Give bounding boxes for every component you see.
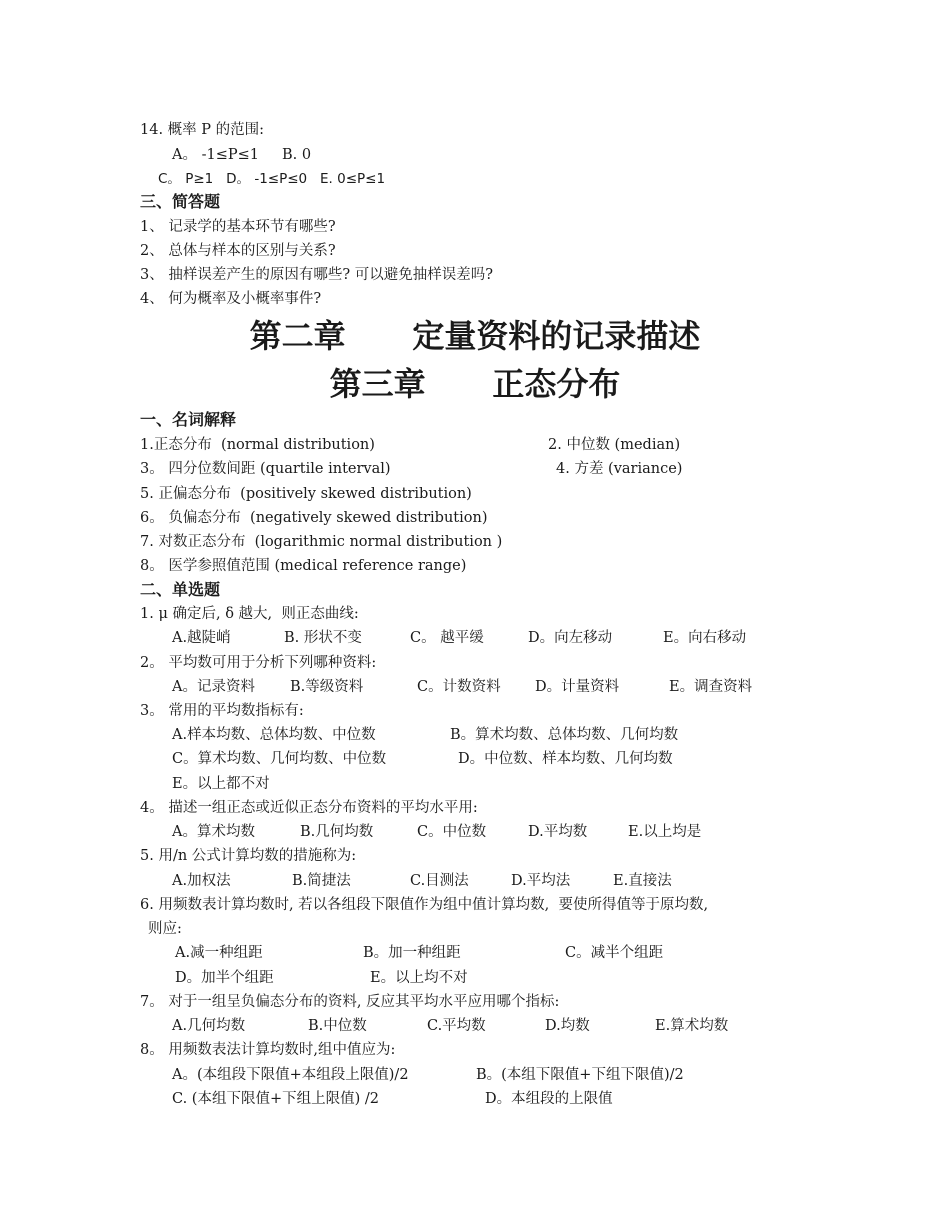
- chapter-2-number: 第二章: [249, 317, 346, 355]
- mcq-7-option-d: D.均数: [545, 1018, 590, 1034]
- mcq-6-stem-continued: 则应:: [148, 921, 182, 937]
- mcq-3-option-b: B。算术均数、总体均数、几何均数: [450, 727, 679, 743]
- mcq-2-option-d: D。计量资料: [535, 679, 620, 695]
- mcq-5-option-c: C.目测法: [410, 873, 469, 889]
- mcq-4-option-a: A。算术均数: [172, 824, 255, 840]
- mcq-7-option-c: C.平均数: [427, 1018, 486, 1034]
- mcq-7-option-b: B.中位数: [308, 1018, 367, 1034]
- mcq-2-option-e: E。调查资料: [669, 679, 753, 695]
- mcq-3-option-c: C。算术均数、几何均数、中位数: [172, 751, 387, 767]
- short-answer-item-2: 2、 总体与样本的区别与关系?: [140, 243, 336, 259]
- short-answer-item-1: 1、 记录学的基本环节有哪些?: [140, 219, 336, 235]
- mcq-7-stem: 7。 对于一组呈负偏态分布的资料, 反应其平均水平应用哪个指标:: [140, 994, 560, 1010]
- chapter-2-title: 定量资料的记录描述: [412, 317, 701, 355]
- chapter-3-title: 正态分布: [492, 365, 621, 403]
- mcq-5-option-b: B.简捷法: [292, 873, 351, 889]
- terms-heading: 一、名词解释: [140, 410, 237, 429]
- mcq-1-option-b: B. 形状不变: [284, 630, 362, 646]
- short-answer-item-4: 4、 何为概率及小概率事件?: [140, 291, 322, 307]
- mcq-6-option-e: E。以上均不对: [370, 970, 468, 986]
- mcq-7-option-e: E.算术均数: [655, 1018, 729, 1034]
- mcq-3-option-e: E。以上都不对: [172, 776, 270, 792]
- short-answer-heading: 三、简答题: [140, 192, 221, 211]
- mcq-6-stem: 6. 用频数表计算均数时, 若以各组段下限值作为组中值计算均数, 要使所得值等于原均数,: [140, 897, 709, 913]
- mcq-5-stem: 5. 用/n 公式计算均数的措施称为:: [140, 848, 357, 864]
- mcq-4-option-b: B.几何均数: [300, 824, 374, 840]
- short-answer-item-3: 3、 抽样误差产生的原因有哪些? 可以避免抽样误差吗?: [140, 267, 493, 283]
- mcq-8-option-b: B。(本组下限值+下组下限值)/2: [476, 1067, 684, 1083]
- mcq-6-option-c: C。减半个组距: [565, 945, 664, 961]
- mcq-8-option-c: C. (本组下限值+下组上限值) /2: [172, 1091, 379, 1107]
- mcq-2-stem: 2。 平均数可用于分析下列哪种资料:: [140, 655, 377, 671]
- term-3: 3。 四分位数间距 (quartile interval): [140, 461, 391, 477]
- mcq-6-option-b: B。加一种组距: [363, 945, 461, 961]
- mcq-4-stem: 4。 描述一组正态或近似正态分布资料的平均水平用:: [140, 800, 478, 816]
- chapter-2-heading: [0, 316, 950, 356]
- mcq-4-option-c: C。中位数: [417, 824, 487, 840]
- term-6: 6。 负偏态分布 (negatively skewed distribution): [140, 510, 488, 526]
- term-8: 8。 医学参照值范围 (medical reference range): [140, 558, 467, 574]
- mcq-2-option-b: B.等级资料: [290, 679, 364, 695]
- mcq-5-option-e: E.直接法: [613, 873, 672, 889]
- mcq-4-option-d: D.平均数: [528, 824, 588, 840]
- mcq-3-option-a: A.样本均数、总体均数、中位数: [172, 727, 376, 743]
- mcq-1-option-e: E。向右移动: [663, 630, 747, 646]
- term-5: 5. 正偏态分布 (positively skewed distribution): [140, 486, 472, 502]
- term-4: 4. 方差 (variance): [556, 461, 683, 477]
- mcq-6-option-d: D。加半个组距: [175, 970, 274, 986]
- mcq-1-option-d: D。向左移动: [528, 630, 613, 646]
- mcq-8-option-a: A。(本组段下限值+本组段上限值)/2: [172, 1067, 409, 1083]
- mcq-1-option-c: C。 越平缓: [410, 630, 484, 646]
- mcq-8-option-d: D。本组段的上限值: [485, 1091, 613, 1107]
- mcq-8-stem: 8。 用频数表法计算均数时,组中值应为:: [140, 1042, 396, 1058]
- q14-stem: 14. 概率 P 的范围:: [140, 122, 265, 138]
- mcq-3-stem: 3。 常用的平均数指标有:: [140, 703, 304, 719]
- mcq-2-option-c: C。计数资料: [417, 679, 501, 695]
- term-2: 2. 中位数 (median): [548, 437, 681, 453]
- mcq-3-option-d: D。中位数、样本均数、几何均数: [458, 751, 673, 767]
- q14-options-line2: C。 P≥1 D。 -1≤P≤0 E. 0≤P≤1: [158, 171, 386, 187]
- mcq-6-option-a: A.减一种组距: [175, 945, 263, 961]
- mcq-5-option-d: D.平均法: [511, 873, 571, 889]
- mcq-4-option-e: E.以上均是: [628, 824, 702, 840]
- term-1: 1.正态分布 (normal distribution): [140, 437, 375, 453]
- mcq-5-option-a: A.加权法: [172, 873, 231, 889]
- chapter-3-heading: [0, 364, 950, 404]
- q14-options-line1: A。 -1≤P≤1 B. 0: [172, 147, 312, 163]
- chapter-3-number: 第三章: [329, 365, 426, 403]
- mcq-1-stem: 1. μ 确定后, δ 越大, 则正态曲线:: [140, 606, 359, 622]
- term-7: 7. 对数正态分布 (logarithmic normal distribution ): [140, 534, 503, 550]
- mcq-2-option-a: A。记录资料: [172, 679, 255, 695]
- mcq-1-option-a: A.越陡峭: [172, 630, 231, 646]
- mcq-7-option-a: A.几何均数: [172, 1018, 246, 1034]
- mcq-heading: 二、单选题: [140, 580, 221, 599]
